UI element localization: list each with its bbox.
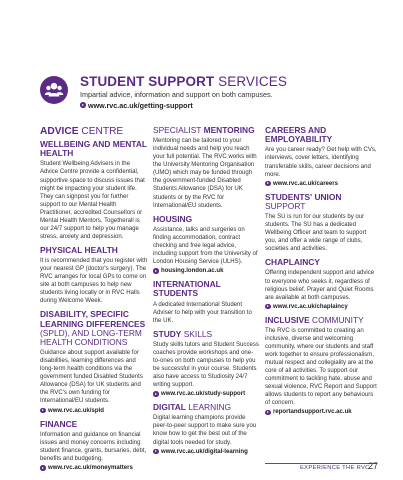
column-middle <box>153 126 260 456</box>
chaplaincy-heading: CHAPLAINCY <box>265 257 320 268</box>
arrow-circle-icon <box>40 465 46 471</box>
arrow-circle-icon <box>153 449 159 455</box>
mentoring-text: Mentoring can be tailored to your individual needs and help you reach your full potential. The RVC works with the University Mentoring Organisation (UMO) which may be funded through the government-funded Disabled Students Allowance (DSA) for UK students or by the RVC for International/EU students. <box>153 138 257 209</box>
disability-text: Guidance about support available for disabilities, learning differences and long-term health conditions via the government funded Disabled Students Allowance (DSA) for UK students and the RVC's own funding for International/EU students. <box>40 350 143 405</box>
wellbeing-heading: WELLBEING AND MENTAL HEALTH <box>40 139 147 159</box>
physical-health-heading: PHYSICAL HEALTH <box>40 244 118 255</box>
physical-health-text: It is recommended that you register with your nearest GP (doctor's surgery). The RVC arranges for local GPs to come on site at both campuses to help new students living locally or in RVC Halls during Welcome Week. <box>40 258 148 305</box>
people-icon <box>40 76 68 104</box>
digital-learning-link[interactable]: www.rvc.ac.uk/digital-learning <box>153 448 260 456</box>
column-right <box>265 126 377 416</box>
digital-learning-text: Digital learning champions provide peer-to-peer support to make sure you know how to get the best out of the digital tools needed for study. <box>153 415 257 446</box>
header-link[interactable]: www.rvc.ac.uk/getting-support <box>80 101 193 110</box>
page-subtitle: Impartial advice, information and support on both campuses. <box>80 90 273 99</box>
arrow-circle-icon <box>265 410 271 416</box>
finance-text: Information and guidance on financial issues and money concerns including student finance, grants, bursaries, debt, benefits and budgeting. <box>40 431 147 462</box>
students-union-heading: STUDENTS' UNION SUPPORT <box>265 191 342 211</box>
chaplaincy-link[interactable]: www.rvc.ac.uk/chaplaincy <box>265 303 377 311</box>
footer-label: EXPERIENCE THE RVC <box>300 465 370 471</box>
finance-heading: FINANCE <box>40 418 78 429</box>
report-support-link[interactable]: reportandsupport.rvc.ac.uk <box>265 408 377 416</box>
moneymatters-link[interactable]: www.rvc.ac.uk/moneymatters <box>40 464 148 472</box>
inclusive-community-text: The RVC is committed to creating an inclusive, diverse and welcoming community, where our students and staff work together to ensure professionalism, mutual respect and collegiality are at the core of all activities. To support our commitment to tackling hate, abuse and sexual violence, RVC Report and Support allows students to report any behaviours of concern. <box>265 327 377 407</box>
chaplaincy-text: Offering independent support and advice to everyone who seeks it, regardless of religious belief. Prayer and Quiet Rooms are available at both campuses. <box>265 270 375 301</box>
careers-link[interactable]: www.rvc.ac.uk/careers <box>265 180 377 188</box>
advice-centre-heading: ADVICE CENTRE <box>40 126 124 137</box>
wellbeing-text: Student Wellbeing Advisers in the Advice Centre provide a confidential, supportive space to discuss issues that might be impacting your student life. They can signpost you for further support to our Mental Health Practitioner, accredited Counsellors or Mental Health Mentors. Togetherall is our 24/7 support to help you manage stress, anxiety and depression. <box>40 161 145 240</box>
students-union-text: The SU is run for our students by our students. The SU has a dedicated Wellbeing Officer and team to support you, and offer a wide range of clubs, societies and activities. <box>265 214 367 253</box>
arrow-circle-icon <box>265 181 271 187</box>
arrow-circle-icon <box>40 408 46 414</box>
footer-divider <box>265 463 377 464</box>
arrow-circle-icon <box>153 391 159 397</box>
page-number: 27 <box>368 461 379 471</box>
disability-heading: DISABILITY, SPECIFIC LEARNING DIFFERENCES (SPLD), AND LONG-TERM HEALTH CONDITIONS <box>40 309 146 347</box>
page-title: STUDENT SUPPORT SERVICES <box>80 74 287 89</box>
mentoring-heading: SPECIALIST MENTORING <box>153 125 255 135</box>
housing-text: Assistance, talks and surgeries on finding accommodation, contract checking and free legal advice, including support from the University of London Housing Service (ULHS). <box>153 226 258 266</box>
study-skills-heading: STUDY SKILLS <box>153 328 213 339</box>
arrow-circle-icon <box>153 268 159 274</box>
housing-link[interactable]: housing.london.ac.uk <box>153 267 260 275</box>
column-left <box>40 126 148 472</box>
international-text: A dedicated International Student Adviser to help with your transition to the UK. <box>153 301 252 324</box>
study-skills-text: Study skills tutors and Student Success coaches provide workshops and one-to-ones on both campuses to help you be successful in your course. Students also have access to Studiosity 24/7 writing support. <box>153 341 259 389</box>
arrow-circle-icon <box>265 304 271 310</box>
arrow-circle-icon <box>80 102 86 108</box>
spld-link[interactable]: www.rvc.ac.uk/spld <box>40 407 148 415</box>
housing-heading: HOUSING <box>153 213 193 224</box>
page-header <box>40 74 380 124</box>
careers-heading: CAREERS AND EMPLOYABILITY <box>265 125 333 145</box>
digital-learning-heading: DIGITAL LEARNING <box>153 402 232 413</box>
study-support-link[interactable]: www.rvc.ac.uk/study-support <box>153 390 260 398</box>
international-heading: INTERNATIONAL STUDENTS <box>153 279 221 299</box>
careers-text: Are you career ready? Get help with CVs, interviews, cover letters, identifying transferable skills, career decisions and more. <box>265 147 377 178</box>
inclusive-community-heading: INCLUSIVE COMMUNITY <box>265 314 364 325</box>
